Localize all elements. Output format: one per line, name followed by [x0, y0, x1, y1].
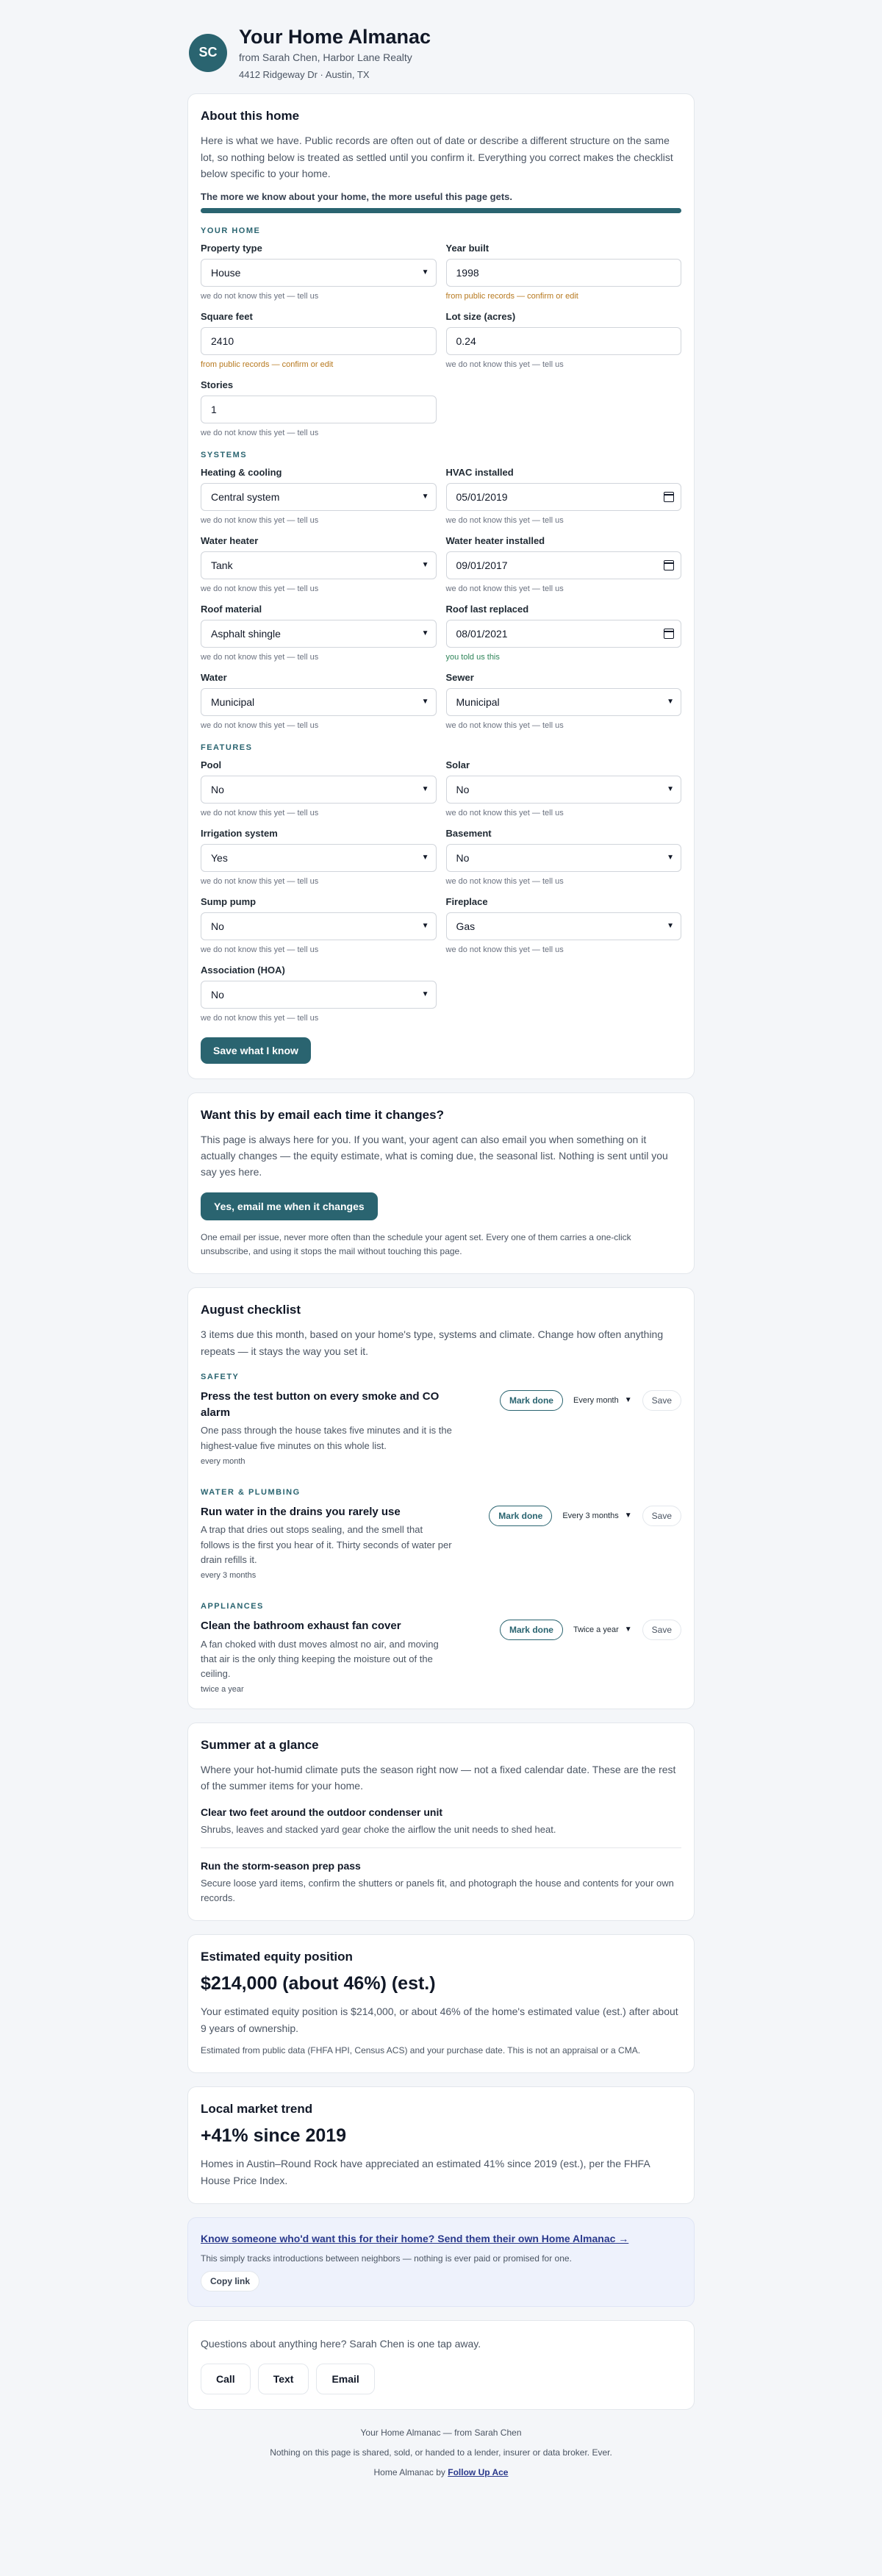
mark-done-button[interactable]: Mark done — [500, 1620, 563, 1640]
field-hint: we do not know this yet — tell us — [445, 584, 564, 593]
field-hint: we do not know this yet — tell us — [445, 945, 564, 954]
save-home-button[interactable]: Save what I know — [201, 1037, 311, 1064]
field-value: 05/01/2019 — [456, 490, 508, 503]
field-value: Tank — [211, 559, 233, 571]
field-roof-last-replaced — [446, 604, 682, 662]
field-grid — [201, 759, 681, 1023]
field-roof-material — [201, 604, 437, 662]
solar-select[interactable] — [446, 776, 682, 804]
field-year-built — [446, 243, 682, 301]
hvac-installed-date-input[interactable] — [446, 483, 682, 511]
referral-note: This simply tracks introductions between neighbors — nothing is ever paid or promised for one. — [201, 2253, 572, 2264]
field-hint: we do not know this yet — tell us — [445, 876, 564, 886]
field-value: 08/01/2021 — [456, 627, 508, 640]
field-water-heater — [201, 535, 437, 593]
field-label: Roof material — [201, 603, 262, 615]
chevron-down-icon: ▼ — [667, 785, 674, 794]
footer-link[interactable]: Follow Up Ace — [448, 2467, 509, 2478]
field-value: Asphalt shingle — [211, 627, 281, 640]
field-solar — [446, 759, 682, 817]
field-hint: from public records — confirm or edit — [201, 359, 334, 369]
referral-link[interactable]: Know someone who'd want this for their home? Send them their own Home Almanac → — [201, 2232, 629, 2244]
calendar-icon[interactable] — [664, 492, 674, 502]
contact-actions — [201, 2364, 681, 2394]
market-value: +41% since 2019 — [201, 2125, 347, 2147]
field-value: No — [211, 783, 224, 795]
field-value: Central system — [211, 490, 280, 503]
field-hint: we do not know this yet — tell us — [445, 515, 564, 525]
summer-item-desc: Secure loose yard items, confirm the shutters or panels fit, and photograph the house and contents for your own records. — [201, 1877, 674, 1904]
field-hint: from public records — confirm or edit — [445, 291, 578, 301]
chevron-down-icon: ▼ — [421, 698, 429, 706]
sump-pump-select[interactable] — [201, 912, 437, 940]
field-label: Square feet — [201, 310, 253, 322]
about-lead: Here is what we have. Public records are often out of date or describe a different structure on the same lot, so nothing below is treated as settled until you confirm it. Everything you correct makes the checklist below specific to your home. — [201, 135, 673, 180]
field-grid — [201, 467, 681, 730]
field-value: Gas — [456, 920, 476, 932]
field-hint: we do not know this yet — tell us — [445, 720, 564, 730]
field-hint: we do not know this yet — tell us — [201, 945, 319, 954]
frequency-value: Every month — [573, 1395, 619, 1405]
lot-size-acres-input[interactable] — [446, 327, 682, 355]
task-actions — [489, 1504, 681, 1528]
field-label: Roof last replaced — [445, 603, 529, 615]
completeness-fill — [201, 208, 681, 213]
market-title: Local market trend — [201, 2102, 313, 2117]
summer-card — [187, 1722, 695, 1921]
field-value: No — [456, 783, 470, 795]
task-frequency: every month — [201, 1456, 245, 1466]
email-lead: This page is always here for you. If you want, your agent can also email you when something on it actually changes — the equity estimate, what is coming due, the seasonal list. Nothing is sent until you say yes here. — [201, 1133, 668, 1178]
equity-fine-print: Estimated from public data (FHFA HPI, Census ACS) and your purchase date. This is not an appraisal or a CMA. — [201, 2045, 641, 2056]
footer-line-1: Your Home Almanac — from Sarah Chen — [360, 2427, 522, 2439]
task-desc: A fan choked with dust moves almost no air, and moving that air is the only thing keeping the moisture out of the ceiling. — [201, 1638, 439, 1679]
field-value: 0.24 — [456, 334, 476, 347]
chevron-down-icon: ▼ — [667, 698, 674, 706]
field-value: No — [211, 920, 224, 932]
field-value: 2410 — [211, 334, 234, 347]
footer-line-3 — [187, 2463, 695, 2483]
chevron-down-icon: ▼ — [421, 785, 429, 794]
task-group-heading: WATER & PLUMBING — [201, 1487, 301, 1497]
field-label: Property type — [201, 242, 262, 254]
task-groups — [201, 1373, 681, 1694]
home-fields — [201, 226, 681, 1023]
equity-value: $214,000 (about 46%) (est.) — [201, 1973, 436, 1994]
header-text — [239, 25, 431, 80]
field-label: Irrigation system — [201, 827, 278, 839]
task-title: Run water in the drains you rarely use — [201, 1505, 401, 1518]
field-water — [201, 672, 437, 730]
save-frequency-button[interactable]: Save — [642, 1620, 681, 1640]
about-home-card — [187, 93, 695, 1078]
home-address: 4412 Ridgeway Dr · Austin, TX — [239, 69, 370, 81]
completeness-bar — [201, 208, 681, 213]
property-type-select[interactable] — [201, 259, 437, 287]
sewer-select[interactable] — [446, 688, 682, 716]
progress-label: The more we know about your home, the more useful this page gets. — [201, 190, 513, 202]
email-button[interactable]: Email — [316, 2364, 374, 2394]
page-header — [187, 25, 695, 80]
field-stories — [201, 379, 437, 437]
basement-select[interactable] — [446, 844, 682, 872]
field-sewer — [446, 672, 682, 730]
task-info — [201, 1504, 454, 1580]
field-square-feet — [201, 311, 437, 369]
field-value: 1 — [211, 403, 217, 415]
field-hint: we do not know this yet — tell us — [201, 720, 319, 730]
field-label: Fireplace — [445, 895, 488, 907]
task-desc: One pass through the house takes five minutes and it is the highest-value five minutes on this whole list. — [201, 1425, 452, 1451]
footer-prefix: Home Almanac by — [373, 2467, 445, 2478]
field-basement — [446, 828, 682, 886]
field-hint: we do not know this yet — tell us — [201, 428, 319, 437]
field-label: Heating & cooling — [201, 466, 282, 478]
field-label: Lot size (acres) — [445, 310, 516, 322]
chevron-down-icon: ▼ — [421, 561, 429, 570]
field-lot-size-acres — [446, 311, 682, 369]
fireplace-select[interactable] — [446, 912, 682, 940]
summer-item-title: Clear two feet around the outdoor condenser unit — [201, 1806, 443, 1818]
field-hint: we do not know this yet — tell us — [201, 808, 319, 817]
field-label: Association (HOA) — [201, 964, 285, 976]
summer-item-title: Run the storm-season prep pass — [201, 1859, 361, 1872]
field-hint: we do not know this yet — tell us — [201, 584, 319, 593]
field-pool — [201, 759, 437, 817]
field-hint: we do not know this yet — tell us — [201, 1013, 319, 1023]
roof-material-select[interactable] — [201, 620, 437, 648]
association-hoa-select[interactable] — [201, 981, 437, 1009]
task-info — [201, 1618, 454, 1694]
email-card — [187, 1092, 695, 1275]
text-button[interactable]: Text — [258, 2364, 309, 2394]
checklist-lead: 3 items due this month, based on your home's type, systems and climate. Change how often anything repeats — it stays the way you set it. — [201, 1328, 664, 1357]
task-group-heading: SAFETY — [201, 1372, 240, 1381]
task-item — [201, 1504, 681, 1580]
frequency-select[interactable] — [568, 1620, 637, 1639]
field-property-type — [201, 243, 437, 301]
field-hint: we do not know this yet — tell us — [445, 808, 564, 817]
save-frequency-button[interactable]: Save — [642, 1506, 681, 1526]
chevron-down-icon: ▼ — [624, 1511, 632, 1520]
chevron-down-icon: ▼ — [421, 854, 429, 862]
field-label: Pool — [201, 759, 222, 770]
pool-select[interactable] — [201, 776, 437, 804]
summer-item — [201, 1847, 681, 1916]
agent-avatar: SC — [189, 34, 227, 72]
field-label: Sump pump — [201, 895, 257, 907]
summer-items — [201, 1795, 681, 1916]
section-heading: SYSTEMS — [201, 450, 248, 459]
field-sump-pump — [201, 896, 437, 954]
field-value: House — [211, 266, 241, 279]
field-hint: we do not know this yet — tell us — [445, 359, 564, 369]
summer-item — [201, 1795, 681, 1847]
summer-item-desc: Shrubs, leaves and stacked yard gear choke the airflow the unit needs to shed heat. — [201, 1823, 556, 1835]
water-heater-select[interactable] — [201, 551, 437, 579]
market-card — [187, 2086, 695, 2204]
chevron-down-icon: ▼ — [624, 1625, 632, 1634]
frequency-value: Twice a year — [573, 1625, 619, 1634]
task-title: Clean the bathroom exhaust fan cover — [201, 1619, 401, 1632]
frequency-select[interactable] — [557, 1506, 637, 1525]
email-fine-print: One email per issue, never more often than the schedule your agent set. Every one of them carries a one-click unsubscribe, and using it stops the mail without touching this page. — [201, 1231, 631, 1256]
frequency-select[interactable] — [568, 1391, 637, 1410]
chevron-down-icon: ▼ — [624, 1396, 632, 1405]
page-title: Your Home Almanac — [239, 26, 431, 48]
footer-line-2: Nothing on this page is shared, sold, or handed to a lender, insurer or data broker. Ever. — [270, 2447, 612, 2458]
task-group-heading: APPLIANCES — [201, 1601, 264, 1611]
field-value: 1998 — [456, 266, 479, 279]
email-opt-in-button[interactable]: Yes, email me when it changes — [201, 1192, 378, 1220]
summer-lead: Where your hot-humid climate puts the season right now — not a fixed calendar date. These are the rest of the summer items for your home. — [201, 1764, 676, 1792]
equity-title: Estimated equity position — [201, 1950, 353, 1964]
field-value: Municipal — [211, 695, 255, 708]
chevron-down-icon: ▼ — [667, 854, 674, 862]
task-info — [201, 1389, 454, 1466]
square-feet-input[interactable] — [201, 327, 437, 355]
field-water-heater-installed — [446, 535, 682, 593]
field-hint: we do not know this yet — tell us — [201, 291, 319, 301]
equity-card — [187, 1934, 695, 2073]
water-select[interactable] — [201, 688, 437, 716]
task-title: Press the test button on every smoke and CO alarm — [201, 1389, 440, 1419]
mark-done-button[interactable]: Mark done — [489, 1506, 552, 1526]
heating-cooling-select[interactable] — [201, 483, 437, 511]
task-actions — [500, 1389, 681, 1412]
irrigation-system-select[interactable] — [201, 844, 437, 872]
task-frequency: twice a year — [201, 1685, 244, 1695]
stories-input[interactable] — [201, 396, 437, 423]
field-label: Sewer — [445, 671, 474, 683]
page — [187, 25, 695, 2483]
field-value: No — [211, 988, 224, 1001]
chevron-down-icon: ▼ — [421, 268, 429, 277]
summer-title: Summer at a glance — [201, 1738, 319, 1753]
roof-last-replaced-date-input[interactable] — [446, 620, 682, 648]
referral-card — [187, 2217, 695, 2307]
field-value: 09/01/2017 — [456, 559, 508, 571]
section-heading: FEATURES — [201, 743, 253, 752]
field-label: Stories — [201, 379, 234, 390]
checklist-card — [187, 1287, 695, 1709]
chevron-down-icon: ▼ — [667, 922, 674, 931]
email-title: Want this by email each time it changes? — [201, 1107, 444, 1122]
copy-link-button[interactable]: Copy link — [201, 2271, 259, 2291]
chevron-down-icon: ▼ — [421, 922, 429, 931]
field-label: Year built — [445, 242, 490, 254]
field-association-hoa — [201, 965, 437, 1023]
task-frequency: every 3 months — [201, 1570, 257, 1580]
task-actions — [500, 1618, 681, 1642]
field-hint: we do not know this yet — tell us — [201, 652, 319, 662]
field-label: Solar — [445, 759, 470, 770]
mark-done-button[interactable]: Mark done — [500, 1390, 563, 1411]
field-label: Basement — [445, 827, 492, 839]
chevron-down-icon: ▼ — [421, 990, 429, 999]
field-hint: we do not know this yet — tell us — [201, 876, 319, 886]
market-desc: Homes in Austin–Round Rock have appreciated an estimated 41% since 2019 (est.), per the FHFA House Price Index. — [201, 2158, 650, 2186]
contact-card — [187, 2320, 695, 2410]
equity-desc: Your estimated equity position is $214,000, or about 46% of the home's estimated value (est.) after about 9 years of ownership. — [201, 2006, 678, 2034]
task-item — [201, 1618, 681, 1694]
field-label: Water heater installed — [445, 534, 545, 546]
footer — [187, 2423, 695, 2483]
field-value: No — [456, 851, 470, 864]
chevron-down-icon: ▼ — [421, 629, 429, 638]
field-fireplace — [446, 896, 682, 954]
field-value: Municipal — [456, 695, 500, 708]
field-grid — [201, 243, 681, 437]
field-irrigation-system — [201, 828, 437, 886]
contact-text: Questions about anything here? Sarah Chen is one tap away. — [201, 2337, 481, 2350]
section-heading: YOUR HOME — [201, 226, 261, 235]
field-value: Yes — [211, 851, 228, 864]
field-hint: we do not know this yet — tell us — [201, 515, 319, 525]
calendar-icon[interactable] — [664, 629, 674, 639]
save-frequency-button[interactable]: Save — [642, 1390, 681, 1411]
year-built-input[interactable] — [446, 259, 682, 287]
frequency-value: Every 3 months — [562, 1511, 619, 1520]
water-heater-installed-date-input[interactable] — [446, 551, 682, 579]
field-label: Water — [201, 671, 227, 683]
agent-line: from Sarah Chen, Harbor Lane Realty — [239, 51, 412, 64]
field-heating-cooling — [201, 467, 437, 525]
chevron-down-icon: ▼ — [421, 493, 429, 501]
checklist-title: August checklist — [201, 1303, 301, 1317]
field-hint: you told us this — [445, 652, 500, 662]
about-title: About this home — [201, 109, 300, 124]
field-label: HVAC installed — [445, 466, 514, 478]
task-desc: A trap that dries out stops sealing, and the smell that follows is the first you hear of it. Thirty seconds of water per drain refills it. — [201, 1524, 452, 1565]
calendar-icon[interactable] — [664, 560, 674, 570]
task-item — [201, 1389, 681, 1466]
field-hvac-installed — [446, 467, 682, 525]
call-button[interactable]: Call — [201, 2364, 251, 2394]
field-label: Water heater — [201, 534, 259, 546]
